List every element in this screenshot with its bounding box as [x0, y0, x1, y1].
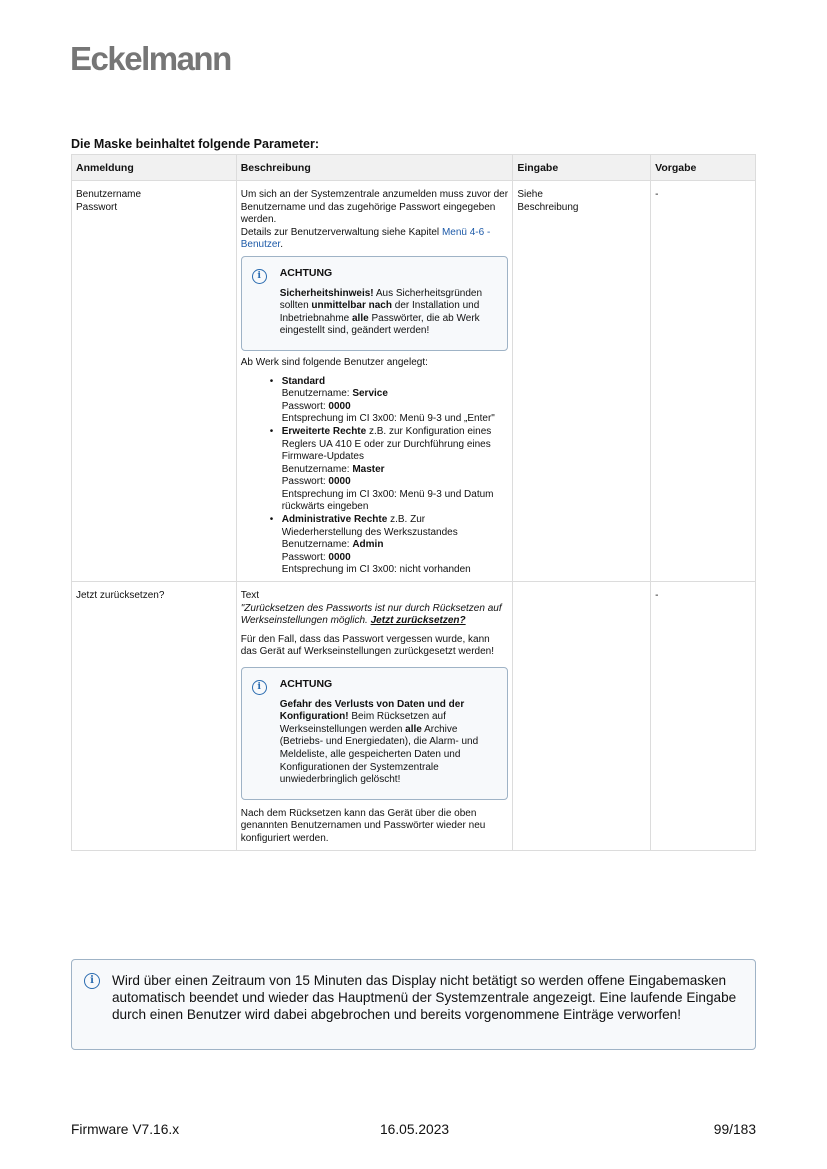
info-icon: i: [252, 269, 267, 284]
footer-firmware: Firmware V7.16.x: [71, 1122, 180, 1137]
cell-vorgabe: -: [651, 582, 756, 851]
desc-text-label: Text: [240, 590, 260, 602]
section-title: Die Maske beinhaltet folgende Parameter:: [71, 137, 319, 151]
parameter-table: [71, 154, 756, 851]
desc-details-prefix: Details zur Benutzerverwaltung siehe Kapitel: [240, 226, 440, 238]
users-intro: Ab Werk sind folgende Benutzer angelegt:: [240, 356, 428, 368]
info-note-text: Wird über einen Zeitraum von 15 Minuten das Display nicht betätigt so werden offene Eingabemasken automatisch beendet und wieder das Hauptmenü der Systemzentrale angezeigt. Eine laufende Eingabe durch einen Benutzer wird dabei abgebrochen und bereits vorgenommene Einträge verworfen!: [112, 973, 737, 1022]
cell-anmeldung: Jetzt zurücksetzen?: [72, 582, 237, 851]
warning-note: [241, 667, 509, 800]
desc-intro: Um sich an der Systemzentrale anzumelden muss zuvor der Benutzername und das zugehörige Passwort eingegeben werden.: [240, 189, 509, 226]
list-item: • Erweiterte Rechte z.B. zur Konfiguration eines Reglers UA 410 E oder zur Durchführung eines Firmware-Updates Benutzername: Master Passwort: 0000 Entsprechung im CI 3x00: Menü 9-3 und Datum rückwärts eingeben: [270, 426, 509, 514]
desc-quote: "Zurücksetzen des Passworts ist nur durch Rücksetzen auf Werkseinstellungen möglich. Jetzt zurücksetzen?: [240, 602, 502, 627]
header-anmeldung: Anmeldung: [72, 155, 237, 181]
desc-after: Nach dem Rücksetzen kann das Gerät über die oben genannten Benutzernamen und Passwörter wieder neu konfiguriert werden.: [240, 807, 486, 844]
note-title: ACHTUNG: [279, 266, 333, 279]
header-vorgabe: Vorgabe: [651, 155, 756, 181]
desc-paragraph: Für den Fall, dass das Passwort vergessen wurde, kann das Gerät auf Werkseinstellungen zurückgesetzt werden!: [240, 633, 494, 658]
table-row: [72, 582, 756, 851]
footer-page-number: 99/183: [713, 1122, 756, 1137]
user-list: [241, 376, 509, 578]
note-text: Sicherheitshinweis! Aus Sicherheitsgründen sollten unmittelbar nach der Installation und Inbetriebnahme alle Passwörter, die ab Werk eingestellt sind, geändert werden!: [279, 287, 483, 337]
cell-eingabe: Siehe Beschreibung: [513, 181, 651, 582]
info-note: [71, 959, 756, 1050]
cell-beschreibung: [236, 181, 513, 582]
warning-note: [241, 256, 509, 351]
desc-details: Details zur Benutzerverwaltung siehe Kapitel Menü 4-6 - Benutzer.: [240, 226, 491, 251]
chapter-link[interactable]: Menü 4-6 - Benutzer: [240, 226, 491, 251]
info-icon: i: [84, 973, 100, 989]
cell-anmeldung: [72, 181, 237, 582]
table-header-row: [72, 155, 756, 181]
note-text: Gefahr des Verlusts von Daten und der Konfiguration! Beim Rücksetzen auf Werkseinstellungen werden alle Archive (Betriebs- und Energiedaten), die Alarm- und Meldeliste, alle gespeicherten Daten und Konfigurationen der Systemzentrale unwiederbringlich gelöscht!: [279, 698, 479, 786]
info-icon: i: [252, 680, 267, 695]
cell-beschreibung: [236, 582, 513, 851]
param-username-label: Benutzername: [76, 189, 142, 200]
table-row: [72, 181, 756, 582]
cell-eingabe: [513, 582, 651, 851]
footer-date: 16.05.2023: [380, 1122, 450, 1137]
note-title: ACHTUNG: [279, 678, 333, 690]
list-item: • Standard Benutzername: Service Passwort: 0000 Entsprechung im CI 3x00: Menü 9-3 und „Enter": [270, 376, 509, 426]
eckelmann-logo: Eckelmann: [70, 40, 231, 77]
param-password-label: Passwort: [76, 201, 118, 213]
list-item: • Administrative Rechte z.B. Zur Wiederherstellung des Werkszustandes Benutzername: Admin Passwort: 0000 Entsprechung im CI 3x00: nicht vorhanden: [270, 514, 509, 577]
cell-vorgabe: -: [651, 181, 756, 582]
header-beschreibung: Beschreibung: [236, 155, 513, 181]
header-eingabe: Eingabe: [513, 155, 651, 181]
